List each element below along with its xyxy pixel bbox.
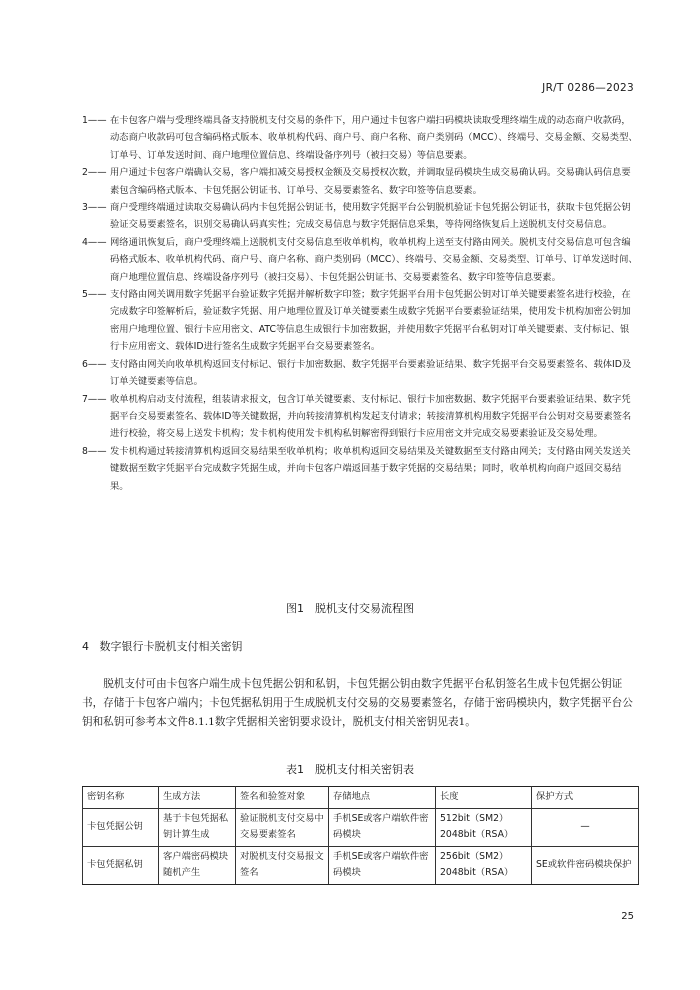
- flow-step: [82, 443, 638, 495]
- flow-step: [82, 391, 638, 443]
- step-text: 用户通过卡包客户端确认交易，客户端扣减交易授权金额及交易授权次数，并调取显码模块生成交易确认码。交易确认码信息要素包含编码格式版本、卡包凭据公钥证书、订单号、交易要素签名、数字印签等信息要素。: [110, 167, 631, 196]
- table-cell: 卡包凭据公钥: [83, 808, 159, 846]
- step-number: 7——: [82, 393, 107, 405]
- section-number: 4: [82, 640, 89, 653]
- table-cell: —: [532, 808, 639, 846]
- step-text: 发卡机构通过转接清算机构返回交易结果至收单机构；收单机构返回交易结果及关键数据至支付路由网关；支付路由网关发送关键数据至数字凭据平台完成数字凭据生成，并向卡包客户端返回基于数字凭据的交易结果；同时，收单机构向商户返回交易结果。: [110, 445, 631, 492]
- table-header-cell: 存储地点: [329, 787, 436, 809]
- table-cell: 基于卡包凭据私钥计算生成: [159, 808, 236, 846]
- table-row: [83, 808, 639, 846]
- key-table: [82, 786, 639, 885]
- table-header-cell: 签名和验签对象: [236, 787, 329, 809]
- table-cell: SE或软件密码模块保护: [532, 846, 639, 884]
- flow-step: [82, 234, 638, 286]
- flow-step: [82, 199, 638, 234]
- step-text: 在卡包客户端与受理终端具备支持脱机支付交易的条件下，用户通过卡包客户端扫码模块读取受理终端生成的动态商户收款码，动态商户收款码可包含编码格式版本、收单机构代码、商户号、商户名称、商户类别码（MCC）、终端号、交易金额、交易类型、订单号、订单发送时间、商户地理位置信息、终端设备序列号（被扫交易）等信息要素。: [110, 115, 638, 161]
- body-paragraph: 脱机支付可由卡包客户端生成卡包凭据公钥和私钥，卡包凭据公钥由数字凭据平台私钥签名生成卡包凭据公钥证书，存储于卡包客户端内；卡包凭据私钥用于生成脱机支付交易的交易要素签名，存储于密码模块内，数字凭据平台公钥和私钥可参考本文件8.1.1数字凭据相关密钥要求设计，脱机支付相关密钥见表1。: [82, 678, 633, 728]
- table-cell: 256bit（SM2） 2048bit（RSA）: [436, 846, 532, 884]
- table-header-cell: 密钥名称: [83, 787, 159, 809]
- document-code: JR/T 0286—2023: [542, 82, 634, 94]
- table-cell: 手机SE或客户端软件密码模块: [329, 846, 436, 884]
- flow-step: [82, 164, 638, 199]
- flow-step-list: [82, 112, 638, 495]
- flow-step: [82, 356, 638, 391]
- table-cell: 客户端密码模块随机产生: [159, 846, 236, 884]
- section-heading: [82, 638, 243, 654]
- step-text: 收单机构启动支付流程，组装请求报文，包含订单关键要素、支付标记、银行卡加密数据、数字凭据平台要素验证结果、数字凭据平台交易要素签名、载体ID等关键数据，并向转接清算机构发起支付请求；转接清算机构用数字凭据平台公钥对交易要素签名进行校验，将交易上送发卡机构；发卡机构使用发卡机构私钥解密得到银行卡应用密文并完成交易要素验证及交易处理。: [110, 393, 632, 440]
- table-header-cell: 长度: [436, 787, 532, 809]
- step-number: 4——: [82, 236, 107, 248]
- step-number: 5——: [82, 289, 107, 301]
- table-row: [83, 846, 639, 884]
- step-number: 2——: [82, 167, 107, 179]
- step-text: 支付路由网关调用数字凭据平台验证数字凭据并解析数字印签；数字凭据平台用卡包凭据公钥对订单关键要素签名进行校验，在完成数字印签解析后，验证数字凭据、用户地理位置及订单关键要素生成数字凭据平台要素验证结果，使用发卡机构加密公钥加密用户地理位置、银行卡应用密文、ATC等信息生成银行卡加密数据，并使用数字凭据平台私钥对订单关键要素、支付标记、银行卡应用密文、载体ID进行签名生成数字凭据平台交易要素签名。: [110, 289, 631, 353]
- table-cell: 卡包凭据私钥: [83, 846, 159, 884]
- section-title: 数字银行卡脱机支付相关密钥: [99, 640, 243, 653]
- table-cell: 对脱机支付交易报文签名: [236, 846, 329, 884]
- table-cell: 验证脱机支付交易中交易要素签名: [236, 808, 329, 846]
- table-header-row: [83, 787, 639, 809]
- table-cell: 手机SE或客户端软件密码模块: [329, 808, 436, 846]
- table-header-cell: 保护方式: [532, 787, 639, 809]
- figure-caption: 图1 脱机支付交易流程图: [286, 602, 414, 615]
- table-caption: 表1 脱机支付相关密钥表: [286, 763, 414, 776]
- step-number: 3——: [82, 202, 107, 214]
- flow-step: [82, 112, 638, 164]
- flow-step: [82, 286, 638, 356]
- step-number: 6——: [82, 358, 107, 370]
- page-number: 25: [621, 911, 634, 922]
- step-number: 1——: [82, 115, 107, 126]
- step-text: 商户受理终端通过读取交易确认码内卡包凭据公钥证书，使用数字凭据平台公钥脱机验证卡包凭据公钥证书，获取卡包凭据公钥验证交易要素签名，识别交易确认码真实性；完成交易信息与数字凭据信息采集，等待网络恢复后上送脱机支付交易信息。: [110, 202, 631, 231]
- table-header-cell: 生成方法: [159, 787, 236, 809]
- step-text: 支付路由网关向收单机构返回支付标记、银行卡加密数据、数字凭据平台要素验证结果、数字凭据平台交易要素签名、载体ID及订单关键要素等信息。: [110, 358, 632, 388]
- step-text: 网络通讯恢复后，商户受理终端上送脱机支付交易信息至收单机构，收单机构上送至支付路由网关。脱机支付交易信息可包含编码格式版本、收单机构代码、商户号、商户名称、商户类别码（MCC）、终端号、交易金额、交易类型、订单号、订单发送时间、商户地理位置信息、终端设备序列号（被扫交易）、卡包凭据公钥证书、交易要素签名、数字印签等信息要素。: [110, 236, 638, 283]
- table-cell: 512bit（SM2） 2048bit（RSA）: [436, 808, 532, 846]
- step-number: 8——: [82, 445, 107, 457]
